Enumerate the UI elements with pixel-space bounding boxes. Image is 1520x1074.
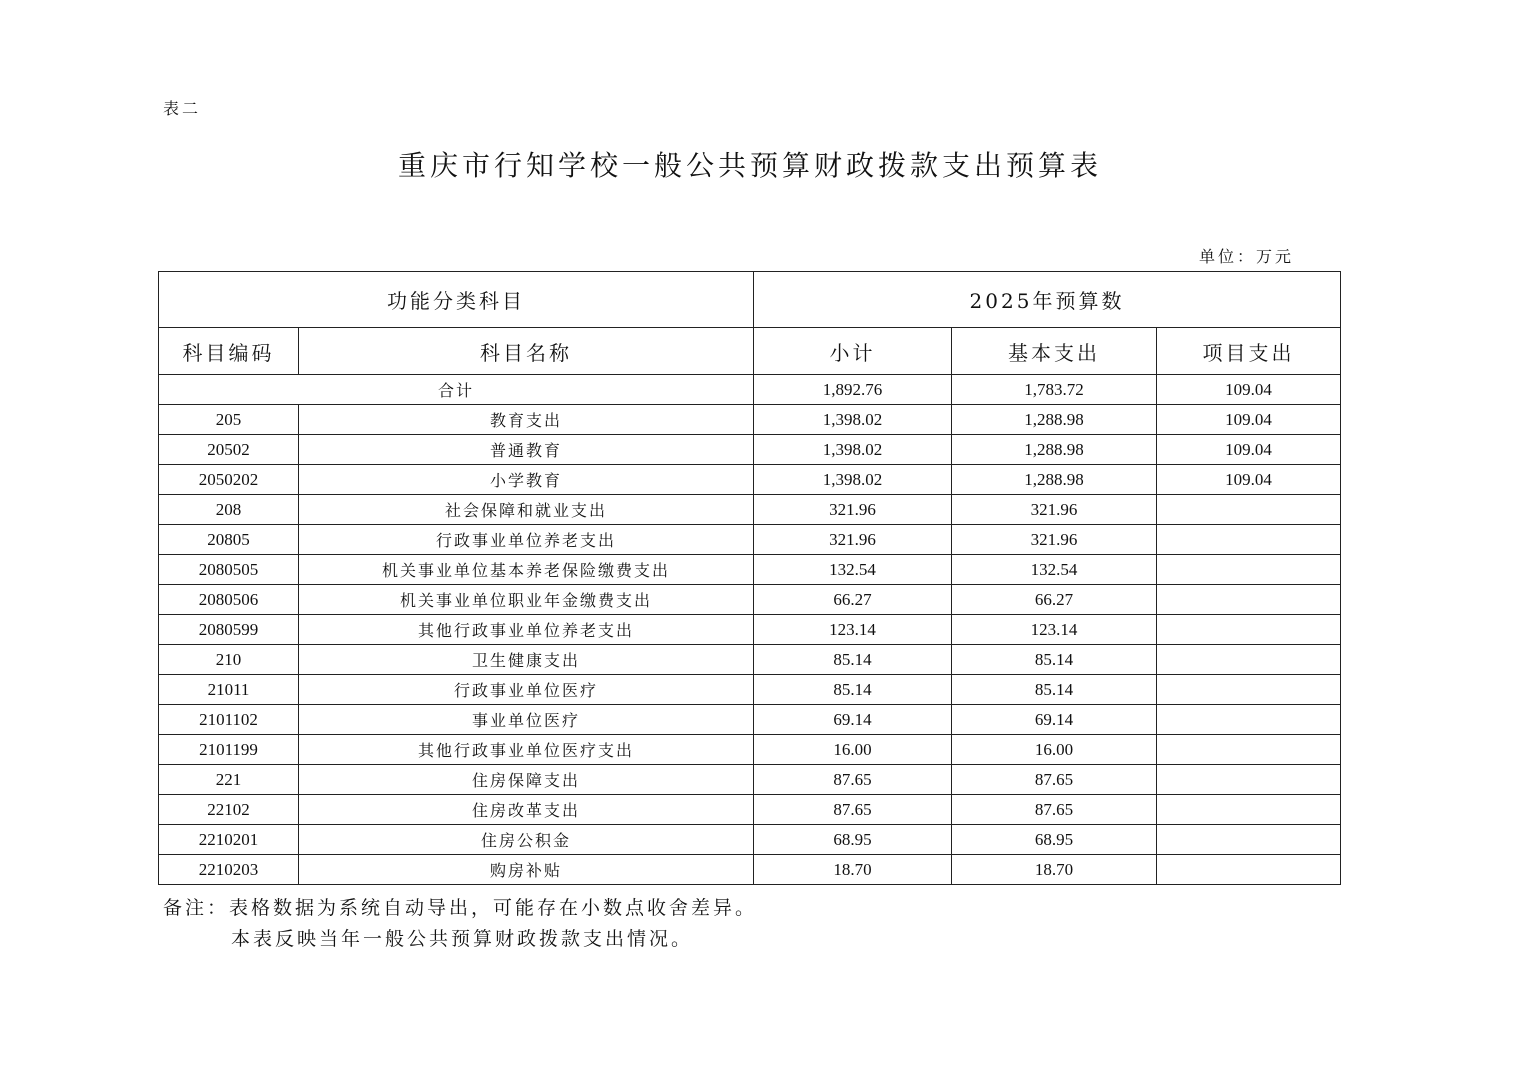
page-title: 重庆市行知学校一般公共预算财政拨款支出预算表 bbox=[397, 149, 1102, 182]
cell-name: 机关事业单位职业年金缴费支出 bbox=[299, 585, 754, 615]
cell-project bbox=[1157, 735, 1341, 765]
cell-subtotal: 68.95 bbox=[754, 825, 952, 855]
cell-name: 教育支出 bbox=[299, 405, 754, 435]
total-row bbox=[159, 375, 1341, 405]
header-project: 项目支出 bbox=[1157, 328, 1341, 375]
table-row bbox=[159, 555, 1341, 585]
header-subtotal: 小计 bbox=[754, 328, 952, 375]
cell-subtotal: 123.14 bbox=[754, 615, 952, 645]
cell-basic: 1,288.98 bbox=[952, 435, 1157, 465]
cell-code: 221 bbox=[159, 765, 299, 795]
cell-project bbox=[1157, 555, 1341, 585]
cell-name: 住房改革支出 bbox=[299, 795, 754, 825]
cell-subtotal: 16.00 bbox=[754, 735, 952, 765]
cell-name: 其他行政事业单位医疗支出 bbox=[299, 735, 754, 765]
cell-project bbox=[1157, 825, 1341, 855]
cell-name: 行政事业单位养老支出 bbox=[299, 525, 754, 555]
cell-basic: 321.96 bbox=[952, 525, 1157, 555]
cell-project bbox=[1157, 645, 1341, 675]
cell-basic: 87.65 bbox=[952, 795, 1157, 825]
cell-code: 2050202 bbox=[159, 465, 299, 495]
unit-label: 单位：万元 bbox=[1199, 247, 1295, 266]
cell-subtotal: 87.65 bbox=[754, 795, 952, 825]
cell-basic: 132.54 bbox=[952, 555, 1157, 585]
table-row bbox=[159, 825, 1341, 855]
table-row bbox=[159, 465, 1341, 495]
cell-project bbox=[1157, 705, 1341, 735]
cell-basic: 321.96 bbox=[952, 495, 1157, 525]
cell-name: 事业单位医疗 bbox=[299, 705, 754, 735]
cell-code: 208 bbox=[159, 495, 299, 525]
header-name: 科目名称 bbox=[299, 328, 754, 375]
cell-code: 210 bbox=[159, 645, 299, 675]
table-row bbox=[159, 675, 1341, 705]
cell-code: 20805 bbox=[159, 525, 299, 555]
cell-basic: 66.27 bbox=[952, 585, 1157, 615]
header-budget-year: 2025年预算数 bbox=[754, 272, 1341, 328]
cell-code: 2101102 bbox=[159, 705, 299, 735]
header-row-1 bbox=[159, 272, 1341, 328]
cell-code: 2080599 bbox=[159, 615, 299, 645]
cell-subtotal: 132.54 bbox=[754, 555, 952, 585]
cell-basic: 85.14 bbox=[952, 675, 1157, 705]
cell-code: 21011 bbox=[159, 675, 299, 705]
budget-table bbox=[158, 271, 1341, 885]
table-number: 表二 bbox=[163, 99, 202, 118]
cell-basic: 123.14 bbox=[952, 615, 1157, 645]
cell-basic: 18.70 bbox=[952, 855, 1157, 885]
cell-subtotal: 85.14 bbox=[754, 675, 952, 705]
total-subtotal: 1,892.76 bbox=[754, 375, 952, 405]
table-row bbox=[159, 855, 1341, 885]
header-code: 科目编码 bbox=[159, 328, 299, 375]
cell-code: 205 bbox=[159, 405, 299, 435]
cell-project bbox=[1157, 795, 1341, 825]
cell-name: 住房公积金 bbox=[299, 825, 754, 855]
cell-project bbox=[1157, 765, 1341, 795]
cell-basic: 87.65 bbox=[952, 765, 1157, 795]
notes bbox=[163, 893, 757, 955]
cell-name: 购房补贴 bbox=[299, 855, 754, 885]
cell-project bbox=[1157, 525, 1341, 555]
cell-subtotal: 87.65 bbox=[754, 765, 952, 795]
cell-basic: 68.95 bbox=[952, 825, 1157, 855]
cell-name: 社会保障和就业支出 bbox=[299, 495, 754, 525]
table-row bbox=[159, 765, 1341, 795]
cell-basic: 85.14 bbox=[952, 645, 1157, 675]
cell-project bbox=[1157, 615, 1341, 645]
header-row-2 bbox=[159, 328, 1341, 375]
cell-project bbox=[1157, 855, 1341, 885]
cell-subtotal: 321.96 bbox=[754, 525, 952, 555]
cell-subtotal: 1,398.02 bbox=[754, 435, 952, 465]
cell-project bbox=[1157, 585, 1341, 615]
cell-project: 109.04 bbox=[1157, 435, 1341, 465]
cell-code: 2101199 bbox=[159, 735, 299, 765]
cell-subtotal: 1,398.02 bbox=[754, 405, 952, 435]
table-row bbox=[159, 735, 1341, 765]
cell-basic: 1,288.98 bbox=[952, 405, 1157, 435]
cell-basic: 1,288.98 bbox=[952, 465, 1157, 495]
total-project: 109.04 bbox=[1157, 375, 1341, 405]
cell-name: 行政事业单位医疗 bbox=[299, 675, 754, 705]
cell-name: 住房保障支出 bbox=[299, 765, 754, 795]
cell-subtotal: 66.27 bbox=[754, 585, 952, 615]
cell-subtotal: 18.70 bbox=[754, 855, 952, 885]
cell-code: 2080506 bbox=[159, 585, 299, 615]
total-basic: 1,783.72 bbox=[952, 375, 1157, 405]
total-label: 合计 bbox=[159, 375, 754, 405]
table-row bbox=[159, 705, 1341, 735]
cell-name: 卫生健康支出 bbox=[299, 645, 754, 675]
cell-name: 机关事业单位基本养老保险缴费支出 bbox=[299, 555, 754, 585]
cell-code: 2210203 bbox=[159, 855, 299, 885]
cell-name: 小学教育 bbox=[299, 465, 754, 495]
cell-project bbox=[1157, 495, 1341, 525]
cell-subtotal: 69.14 bbox=[754, 705, 952, 735]
cell-subtotal: 321.96 bbox=[754, 495, 952, 525]
table-row bbox=[159, 435, 1341, 465]
cell-code: 22102 bbox=[159, 795, 299, 825]
cell-subtotal: 1,398.02 bbox=[754, 465, 952, 495]
cell-name: 其他行政事业单位养老支出 bbox=[299, 615, 754, 645]
cell-basic: 69.14 bbox=[952, 705, 1157, 735]
table-row bbox=[159, 615, 1341, 645]
table-row bbox=[159, 585, 1341, 615]
cell-code: 2080505 bbox=[159, 555, 299, 585]
cell-project: 109.04 bbox=[1157, 465, 1341, 495]
table-row bbox=[159, 525, 1341, 555]
table-row bbox=[159, 795, 1341, 825]
cell-project: 109.04 bbox=[1157, 405, 1341, 435]
cell-code: 20502 bbox=[159, 435, 299, 465]
header-basic: 基本支出 bbox=[952, 328, 1157, 375]
table-row bbox=[159, 645, 1341, 675]
cell-basic: 16.00 bbox=[952, 735, 1157, 765]
cell-subtotal: 85.14 bbox=[754, 645, 952, 675]
table-row bbox=[159, 495, 1341, 525]
cell-name: 普通教育 bbox=[299, 435, 754, 465]
header-func-class: 功能分类科目 bbox=[159, 272, 754, 328]
cell-code: 2210201 bbox=[159, 825, 299, 855]
cell-project bbox=[1157, 675, 1341, 705]
table-row bbox=[159, 405, 1341, 435]
note-line-1: 备注：表格数据为系统自动导出，可能存在小数点收舍差异。 bbox=[163, 897, 758, 919]
note-line-2: 本表反映当年一般公共预算财政拨款支出情况。 bbox=[231, 928, 694, 950]
